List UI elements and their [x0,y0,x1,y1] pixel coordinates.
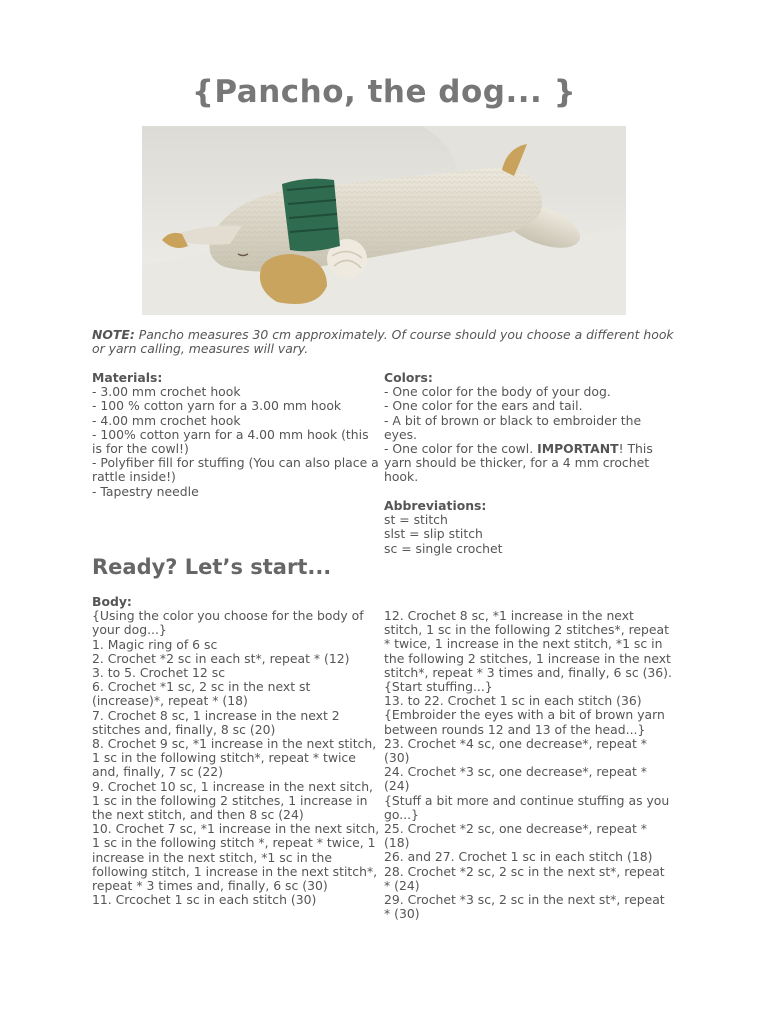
instruction-line: 13. to 22. Crochet 1 sc in each stitch (36) [384,693,642,709]
instruction-line: 24. Crochet *3 sc, one decrease*, repeat * (24) [384,764,647,794]
instruction-line: 8. Crochet 9 sc, *1 increase in the next stitch, 1 sc in the following stitch*, repeat * twice and, finally, 7 sc (22) [92,736,377,780]
dog-photo [142,126,626,315]
abbreviations-heading: Abbreviations: [384,498,487,513]
instruction-line: 10. Crochet 7 sc, *1 increase in the next sitch, 1 sc in the following stitch *, repeat * twice, 1 increase in the next stitch, *1 sc in the following stitch, 1 increase in the next stitch*, repeat * 3 times and, finally, 6 sc (30) [92,821,380,894]
instruction-line: {Start stuffing...} [384,679,493,695]
instruction-line: 23. Crochet *4 sc, one decrease*, repeat * (30) [384,735,647,766]
instruction-line: 26. and 27. Crochet 1 sc in each stitch (18) [384,849,653,865]
cowl-prefix: - One color for the cowl. [384,441,538,457]
instruction-line: {Using the color you choose for the body of your dog...} [92,608,364,638]
instruction-line: 29. Crochet *3 sc, 2 sc in the next st*, repeat * (30) [384,892,665,922]
instruction-line: {Stuff a bit more and continue stuffing as you go...} [384,792,670,822]
abbreviations-section [384,499,674,556]
colors-item: - One color for the ears and tail. [384,398,583,414]
note-text: Pancho measures 30 cm approximately. Of course should you choose a different hook or yarn calling, measures will vary. [92,327,674,357]
note-label: NOTE: [92,327,135,342]
instruction-line: 2. Crochet *2 sc in each st*, repeat * (12) [92,650,350,666]
materials-heading: Materials: [92,370,163,385]
crochet-dog-illustration [142,126,626,315]
instruction-line: 12. Crochet 8 sc, *1 increase in the next stitch, 1 sc in the following 2 stitches*, repeat * twice, 1 increase in the next stitch, *1 sc in the following 2 stitches, 1 increase in the next stitch*, repeat * 3 times and, finally, 6 sc (36). [384,608,672,680]
materials-item: - Tapestry needle [92,483,199,499]
colors-item-cowl [384,442,674,485]
important-label: IMPORTANT [537,441,619,457]
colors-heading: Colors: [384,370,433,385]
abbreviation-item: slst = slip stitch [384,526,483,542]
abbreviation-item: sc = single crochet [384,540,503,556]
materials-item: - 100 % cotton yarn for a 3.00 mm hook [92,398,342,414]
materials-item: - Polyfiber fill for stuffing (You can also place a rattle inside!) [92,455,379,485]
instruction-line: 1. Magic ring of 6 sc [92,636,218,652]
page-title: {Pancho, the dog... } [191,74,577,110]
abbreviation-item: st = stitch [384,512,448,528]
instruction-line: 28. Crochet *2 sc, 2 sc in the next st*, repeat * (24) [384,863,665,893]
body-instructions-left [92,595,384,907]
instruction-line: {Embroider the eyes with a bit of brown yarn between rounds 12 and 13 of the head...} [384,707,665,737]
colors-item: - A bit of brown or black to embroider the eyes. [384,412,642,442]
instruction-line: 9. Crochet 10 sc, 1 increase in the next sitch, 1 sc in the following 2 stitches, 1 increase in the next stitch, and then 8 sc (24) [92,778,373,823]
instruction-line: 25. Crochet *2 sc, one decrease*, repeat * (18) [384,821,647,851]
materials-item: - 100% cotton yarn for a 4.00 mm hook (this is for the cowl!) [92,426,369,457]
colors-section [384,371,674,485]
cowl-suffix: ! This yarn should be thicker, for a 4 mm crochet hook. [384,441,653,485]
body-instructions-right [384,609,674,921]
materials-item: - 3.00 mm crochet hook [92,384,241,400]
instruction-line: 3. to 5. Crochet 12 sc [92,665,226,681]
colors-item: - One color for the body of your dog. [384,384,611,400]
materials-section [92,371,382,499]
materials-item: - 4.00 mm crochet hook [92,412,241,428]
note-paragraph [92,328,682,356]
instruction-line: 7. Crochet 8 sc, 1 increase in the next 2 stitches and, finally, 8 sc (20) [92,707,340,737]
ready-heading: Ready? Let’s start... [92,555,332,579]
instruction-line: 6. Crochet *1 sc, 2 sc in the next st (increase)*, repeat * (18) [92,679,311,709]
instruction-line: 11. Crcochet 1 sc in each stitch (30) [92,892,317,908]
body-heading: Body: [92,594,132,609]
